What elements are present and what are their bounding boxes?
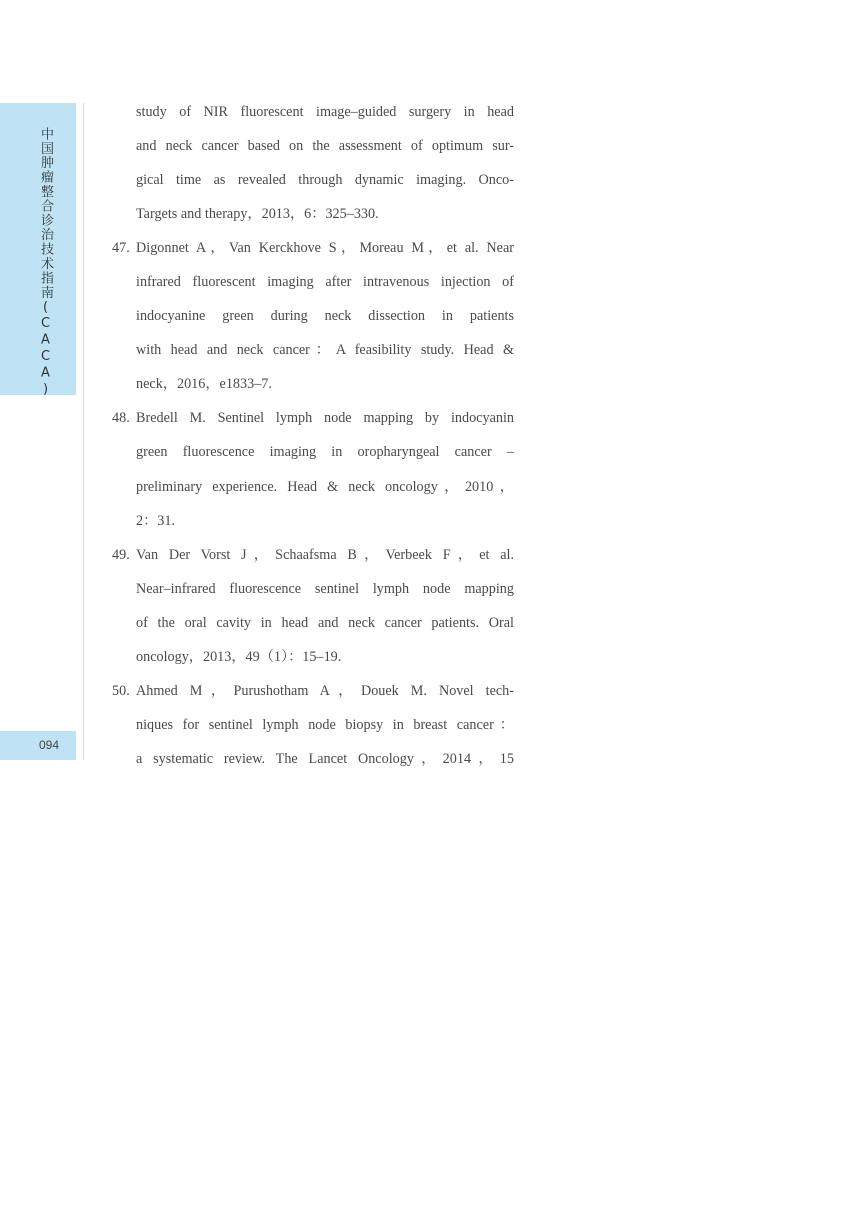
reference-number: 50. [112, 682, 130, 699]
reference-line: Ahmed M，Purushotham A，Douek M. Novel tech- [136, 682, 514, 699]
sidebar-chapter-title: 中国肿瘤整合诊治技术指南(CACA) [38, 127, 53, 399]
page-number: 094 [39, 738, 60, 752]
reference-line: green fluorescence imaging in oropharyngeal cancer – [136, 444, 514, 461]
page-number-tab [0, 731, 76, 760]
reference-line: infrared fluorescent imaging after intravenous injection of [136, 274, 514, 291]
reference-line: of the oral cavity in head and neck cancer patients. Oral [136, 614, 514, 631]
reference-line: and neck cancer based on the assessment of optimum sur- [136, 138, 514, 155]
reference-number: 48. [112, 410, 130, 427]
reference-list [112, 95, 514, 776]
reference-item [112, 95, 514, 231]
margin-divider [83, 103, 84, 760]
reference-item [112, 231, 514, 401]
reference-line: 2：31. [136, 512, 176, 529]
reference-number: 49. [112, 546, 130, 563]
reference-line: Targets and therapy，2013，6：325–330. [136, 206, 379, 223]
reference-line: Bredell M. Sentinel lymph node mapping by indocyanin [136, 410, 514, 427]
reference-line: Near–infrared fluorescence sentinel lymph node mapping [136, 580, 514, 597]
reference-line: preliminary experience. Head & neck oncology，2010， [136, 478, 514, 495]
reference-line: with head and neck cancer：A feasibility study. Head & [136, 342, 514, 359]
reference-item [112, 401, 514, 537]
reference-line: oncology，2013，49（1）：15–19. [136, 648, 342, 665]
reference-line: indocyanine green during neck dissection in patients [136, 308, 514, 325]
reference-line: niques for sentinel lymph node biopsy in breast cancer： [136, 716, 514, 733]
reference-line: Van Der Vorst J，Schaafsma B，Verbeek F，et al. [136, 546, 514, 563]
reference-line: a systematic review. The Lancet Oncology，2014，15 [136, 750, 514, 767]
reference-number: 47. [112, 240, 130, 257]
reference-line: neck，2016，e1833–7. [136, 376, 272, 393]
reference-line: Digonnet A，Van Kerckhove S，Moreau M，et al. Near [136, 240, 514, 257]
reference-line: study of NIR fluorescent image–guided surgery in head [136, 104, 514, 120]
reference-line: gical time as revealed through dynamic imaging. Onco- [136, 172, 514, 189]
reference-item [112, 674, 514, 776]
reference-item [112, 538, 514, 674]
